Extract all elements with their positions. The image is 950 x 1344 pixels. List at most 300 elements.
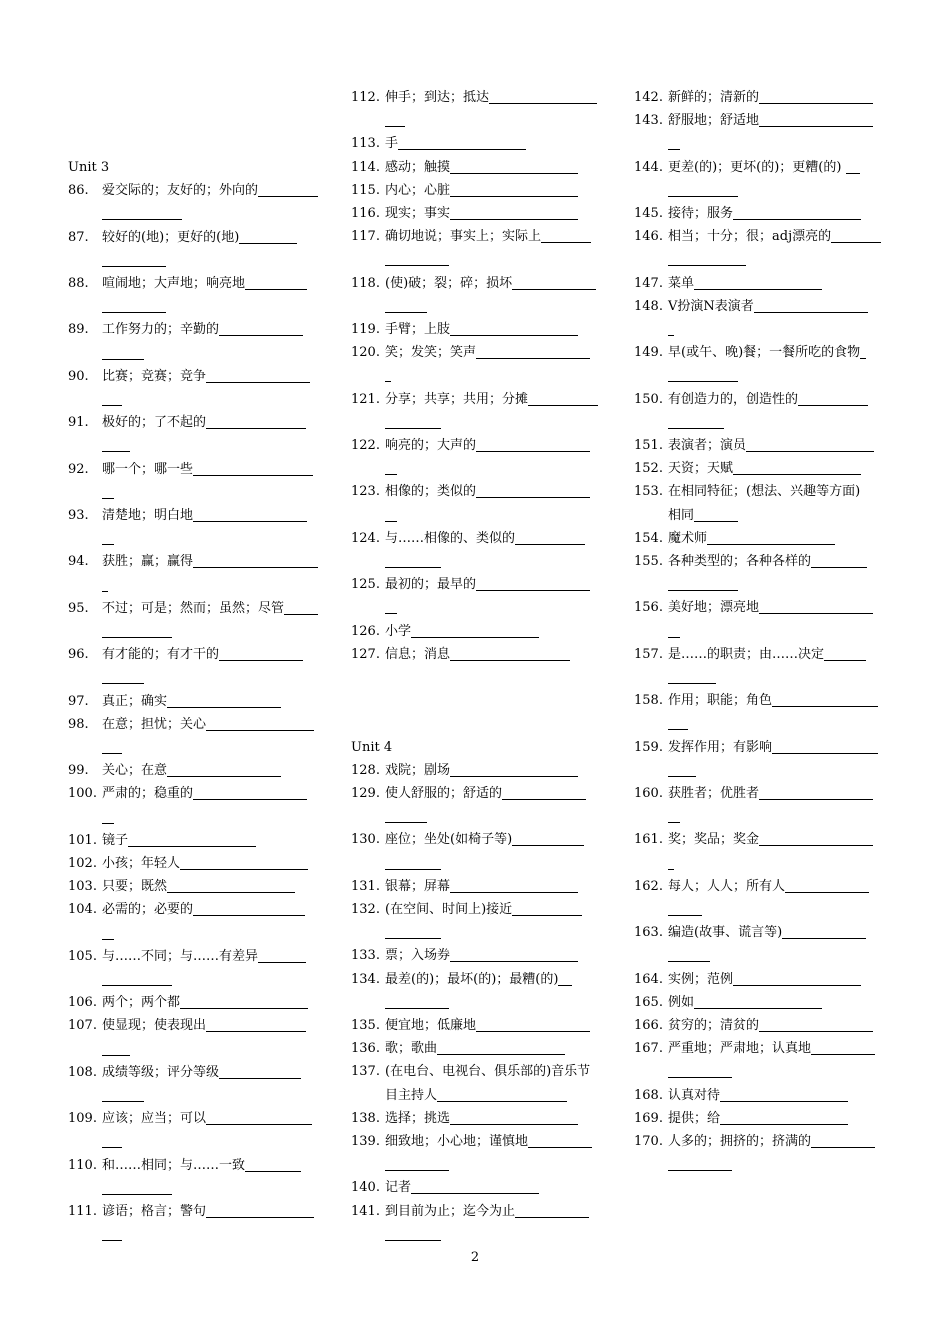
item-meaning-continued: [385, 457, 397, 480]
vocab-item: [634, 921, 884, 944]
answer-blank[interactable]: [759, 89, 873, 104]
item-meaning: [102, 782, 307, 805]
vocab-item: [68, 458, 318, 481]
answer-blank[interactable]: [860, 344, 866, 359]
meaning-text: 获胜；赢；赢得: [102, 554, 194, 570]
item-meaning: [668, 643, 866, 666]
vocab-item: [351, 759, 601, 782]
answer-blank[interactable]: [385, 112, 405, 127]
answer-blank[interactable]: [733, 971, 861, 986]
answer-blank[interactable]: [167, 878, 295, 893]
answer-blank[interactable]: [512, 275, 596, 290]
item-meaning: [668, 991, 822, 1014]
answer-blank[interactable]: [450, 947, 578, 962]
item-meaning: [668, 109, 873, 132]
answer-blank[interactable]: [206, 1017, 306, 1032]
item-meaning: [385, 434, 590, 457]
vocab-item-continued: [351, 991, 601, 1014]
item-meaning: [385, 1037, 565, 1060]
vocab-item-continued: [634, 411, 884, 434]
answer-blank[interactable]: [668, 947, 710, 962]
answer-blank[interactable]: [206, 1203, 314, 1218]
answer-blank[interactable]: [258, 948, 306, 963]
answer-blank[interactable]: [668, 762, 696, 777]
item-meaning-continued: [668, 411, 724, 434]
vocab-item-continued: [351, 364, 601, 387]
meaning-text: 严重地；严肃地；认真地: [668, 1041, 812, 1057]
answer-blank[interactable]: [668, 715, 688, 730]
answer-blank[interactable]: [512, 901, 582, 916]
item-number: 103.: [68, 879, 97, 895]
vocab-item: [351, 1130, 601, 1153]
item-number: 132.: [351, 902, 380, 917]
item-number: 134.: [351, 971, 380, 987]
answer-blank[interactable]: [398, 135, 526, 150]
item-number: 127.: [351, 646, 380, 662]
vocab-item: [68, 504, 318, 527]
vocab-item: [351, 643, 601, 666]
item-meaning-continued: [668, 248, 746, 271]
item-number: 159.: [634, 739, 663, 755]
answer-blank[interactable]: [167, 762, 281, 777]
vocab-item: [351, 1107, 601, 1130]
meaning-text: 手臂；上肢: [385, 322, 451, 337]
answer-blank[interactable]: [102, 1041, 130, 1056]
vocab-item-continued: [68, 388, 318, 411]
answer-blank[interactable]: [489, 89, 597, 104]
item-meaning-continued: [102, 968, 172, 991]
answer-blank[interactable]: [694, 507, 738, 522]
answer-blank[interactable]: [759, 1017, 873, 1032]
answer-blank[interactable]: [515, 530, 585, 545]
vocab-item: [68, 1200, 318, 1223]
meaning-text-continued: 目主持人: [385, 1087, 438, 1103]
answer-blank[interactable]: [411, 623, 539, 638]
item-meaning: [668, 225, 881, 248]
answer-blank[interactable]: [512, 831, 584, 846]
item-meaning-continued: [385, 248, 449, 271]
item-meaning-continued: [102, 202, 182, 225]
answer-blank[interactable]: [385, 924, 441, 939]
answer-blank[interactable]: [167, 693, 281, 708]
answer-blank[interactable]: [450, 205, 578, 220]
answer-blank[interactable]: [193, 785, 307, 800]
vocab-item: [351, 341, 601, 364]
item-meaning: [102, 643, 303, 666]
vocab-item-continued: [68, 574, 318, 597]
answer-blank[interactable]: [193, 901, 305, 916]
meaning-text-continued: 相同: [668, 507, 695, 523]
answer-blank[interactable]: [102, 391, 122, 406]
meaning-text: 响亮的；大声的: [385, 438, 477, 453]
vocab-item: [634, 109, 884, 132]
answer-blank[interactable]: [746, 437, 874, 452]
item-number: 89.: [68, 322, 89, 338]
meaning-text: 确切地说；事实上；实际上: [385, 229, 542, 245]
answer-blank[interactable]: [385, 599, 397, 614]
meaning-text: 信息；消息: [385, 646, 451, 662]
answer-blank[interactable]: [102, 437, 130, 452]
answer-blank[interactable]: [754, 298, 868, 313]
answer-blank[interactable]: [385, 1156, 449, 1171]
vocab-item-continued: [68, 249, 318, 272]
vocab-item: [68, 643, 318, 666]
answer-blank[interactable]: [193, 553, 318, 568]
answer-blank[interactable]: [811, 553, 867, 568]
meaning-text: 谚语；格言；警句: [102, 1204, 207, 1219]
unit-heading: Unit 3: [68, 160, 110, 175]
vocab-item-continued: [634, 504, 884, 527]
answer-blank[interactable]: [668, 901, 702, 916]
answer-blank[interactable]: [782, 924, 866, 939]
vocab-item: [634, 1130, 884, 1153]
meaning-text: 成绩等级；评分等级: [102, 1064, 220, 1080]
vocab-item: [68, 1061, 318, 1084]
answer-blank[interactable]: [528, 391, 598, 406]
answer-blank[interactable]: [476, 437, 590, 452]
meaning-text: 奖；奖品；奖金: [668, 832, 760, 848]
answer-blank[interactable]: [476, 1017, 590, 1032]
answer-blank[interactable]: [668, 576, 738, 591]
item-meaning-continued: [385, 411, 441, 434]
answer-blank[interactable]: [759, 112, 873, 127]
meaning-text: 接待；服务: [668, 206, 734, 221]
vocab-item-continued: [351, 1084, 601, 1107]
meaning-text: 编造(故事、谎言等): [668, 925, 783, 941]
answer-blank[interactable]: [102, 1180, 172, 1195]
answer-blank[interactable]: [102, 1133, 122, 1148]
answer-blank[interactable]: [668, 1063, 732, 1078]
vocab-item: [351, 875, 601, 898]
vocab-item: [634, 1084, 884, 1107]
answer-blank[interactable]: [102, 925, 114, 940]
vocab-item: [351, 1060, 601, 1083]
vocab-item: [351, 86, 601, 109]
item-meaning: [102, 550, 318, 573]
item-meaning: [385, 944, 578, 967]
answer-blank[interactable]: [102, 530, 114, 545]
answer-blank[interactable]: [668, 367, 738, 382]
answer-blank[interactable]: [668, 251, 746, 266]
vocab-item: [68, 550, 318, 573]
answer-blank[interactable]: [385, 1226, 441, 1241]
answer-blank[interactable]: [515, 1203, 589, 1218]
answer-blank[interactable]: [102, 739, 122, 754]
answer-blank[interactable]: [102, 623, 172, 638]
answer-blank[interactable]: [785, 878, 869, 893]
answer-blank[interactable]: [437, 1040, 565, 1055]
answer-blank[interactable]: [239, 229, 297, 244]
vocab-item: [68, 690, 318, 713]
answer-blank[interactable]: [759, 831, 873, 846]
item-number: 155.: [634, 554, 663, 569]
answer-blank[interactable]: [831, 228, 881, 243]
answer-blank[interactable]: [102, 577, 108, 592]
item-number: 106.: [68, 995, 97, 1011]
answer-blank[interactable]: [206, 414, 306, 429]
item-meaning-continued: [102, 806, 114, 829]
item-number: 113.: [351, 136, 380, 152]
answer-blank[interactable]: [668, 669, 716, 684]
answer-blank[interactable]: [102, 345, 144, 360]
meaning-text: 分享；共享；共用；分摊: [385, 391, 529, 407]
item-number: 112.: [351, 90, 380, 105]
answer-blank[interactable]: [668, 135, 680, 150]
meaning-text: 镜子: [102, 832, 129, 848]
answer-blank[interactable]: [694, 994, 822, 1009]
item-meaning: [668, 1084, 848, 1107]
answer-blank[interactable]: [798, 391, 868, 406]
item-number: 118.: [351, 275, 380, 291]
answer-blank[interactable]: [720, 1110, 848, 1125]
item-number: 149.: [634, 345, 663, 361]
vocab-item-continued: [634, 179, 884, 202]
item-meaning-continued: [385, 991, 449, 1014]
item-number: 93.: [68, 508, 89, 523]
vocab-item-continued: [68, 1223, 318, 1246]
answer-blank[interactable]: [219, 1064, 301, 1079]
item-meaning: [385, 527, 585, 550]
vocab-item-continued: [634, 318, 884, 341]
vocab-item: [68, 898, 318, 921]
vocab-item-continued: [68, 666, 318, 689]
answer-blank[interactable]: [102, 205, 182, 220]
meaning-text: 天资；天赋: [668, 461, 734, 477]
item-meaning-continued: [385, 1153, 449, 1176]
item-meaning: [668, 272, 822, 295]
item-meaning-continued: [668, 179, 738, 202]
item-number: 154.: [634, 530, 663, 546]
answer-blank[interactable]: [668, 321, 674, 336]
answer-blank[interactable]: [102, 1226, 122, 1241]
vocab-item-continued: [68, 968, 318, 991]
answer-blank[interactable]: [558, 971, 572, 986]
answer-blank[interactable]: [128, 832, 256, 847]
answer-blank[interactable]: [102, 484, 114, 499]
answer-blank[interactable]: [219, 646, 303, 661]
item-number: 92.: [68, 461, 89, 477]
answer-blank[interactable]: [476, 483, 590, 498]
answer-blank[interactable]: [450, 182, 578, 197]
vocab-item: [634, 1107, 884, 1130]
item-number: 95.: [68, 600, 89, 616]
vocab-item: [634, 156, 884, 179]
vocab-item: [634, 1037, 884, 1060]
item-meaning: [668, 828, 873, 851]
answer-blank[interactable]: [824, 646, 866, 661]
item-number: 162.: [634, 878, 663, 894]
vocab-item: [68, 597, 318, 620]
item-meaning: [668, 341, 866, 364]
answer-blank[interactable]: [476, 576, 590, 591]
answer-blank[interactable]: [219, 321, 303, 336]
answer-blank[interactable]: [180, 855, 308, 870]
item-meaning: [102, 365, 310, 388]
answer-blank[interactable]: [385, 414, 441, 429]
meaning-text: 只要；既然: [102, 879, 168, 895]
answer-blank[interactable]: [206, 716, 314, 731]
answer-blank[interactable]: [385, 367, 391, 382]
answer-blank[interactable]: [707, 530, 835, 545]
answer-blank[interactable]: [385, 808, 427, 823]
item-meaning: [102, 1154, 301, 1177]
item-meaning: [385, 643, 570, 666]
answer-blank[interactable]: [385, 298, 427, 313]
meaning-text: 现实；事实: [385, 206, 451, 221]
vocab-item-continued: [634, 898, 884, 921]
item-meaning-continued: [668, 712, 688, 735]
item-meaning: [385, 620, 539, 643]
answer-blank[interactable]: [668, 623, 680, 638]
answer-blank[interactable]: [385, 460, 397, 475]
answer-blank[interactable]: [694, 275, 822, 290]
vocab-item: [351, 480, 601, 503]
answer-blank[interactable]: [206, 368, 310, 383]
answer-blank[interactable]: [258, 182, 318, 197]
vocab-item: [68, 782, 318, 805]
answer-blank[interactable]: [450, 321, 578, 336]
item-number: 138.: [351, 1110, 380, 1126]
item-meaning: [668, 736, 878, 759]
item-number: 129.: [351, 786, 380, 801]
item-meaning-continued: [102, 620, 172, 643]
item-number: 165.: [634, 994, 663, 1010]
meaning-text: 例如: [668, 994, 695, 1010]
vocab-item-continued: [351, 411, 601, 434]
item-meaning-continued: [102, 527, 114, 550]
answer-blank[interactable]: [450, 878, 578, 893]
answer-blank[interactable]: [811, 1040, 875, 1055]
vocab-item: [634, 527, 884, 550]
vocab-item: [351, 782, 601, 805]
answer-blank[interactable]: [437, 1087, 567, 1102]
item-number: 141.: [351, 1203, 380, 1219]
meaning-text: 各种类型的；各种各样的: [668, 554, 812, 569]
answer-blank[interactable]: [102, 971, 172, 986]
item-meaning: [385, 86, 597, 109]
answer-blank[interactable]: [772, 692, 878, 707]
item-meaning-continued: [102, 342, 144, 365]
item-number: 101.: [68, 832, 97, 848]
item-meaning-continued: [102, 574, 108, 597]
answer-blank[interactable]: [528, 1133, 592, 1148]
answer-blank[interactable]: [385, 994, 449, 1009]
answer-blank[interactable]: [668, 855, 674, 870]
answer-blank[interactable]: [206, 1110, 312, 1125]
answer-blank[interactable]: [811, 1133, 875, 1148]
answer-blank[interactable]: [450, 159, 578, 174]
answer-blank[interactable]: [284, 600, 318, 615]
item-number: 117.: [351, 229, 380, 245]
item-number: 107.: [68, 1018, 97, 1034]
item-meaning: [668, 596, 873, 619]
item-meaning: [102, 1061, 301, 1084]
meaning-text: (在电台、电视台、俱乐部的)音乐节: [385, 1064, 591, 1080]
answer-blank[interactable]: [102, 298, 166, 313]
answer-blank[interactable]: [102, 669, 144, 684]
vocab-item-continued: [351, 596, 601, 619]
answer-blank[interactable]: [450, 762, 578, 777]
answer-blank[interactable]: [733, 460, 861, 475]
meaning-text: 喧闹地；大声地；响亮地: [102, 276, 246, 291]
meaning-text: 表演者；演员: [668, 438, 747, 453]
answer-blank[interactable]: [502, 785, 586, 800]
answer-blank[interactable]: [411, 1179, 539, 1194]
answer-blank[interactable]: [733, 205, 861, 220]
answer-blank[interactable]: [245, 275, 307, 290]
item-meaning-continued: [385, 921, 441, 944]
item-number: 135.: [351, 1018, 380, 1033]
item-number: 151.: [634, 438, 663, 453]
meaning-text: 伸手；到达；抵达: [385, 90, 490, 105]
vocab-item-continued: [634, 805, 884, 828]
answer-blank[interactable]: [541, 228, 591, 243]
item-number: 125.: [351, 577, 380, 593]
item-number: 108.: [68, 1064, 97, 1080]
item-number: 137.: [351, 1064, 380, 1080]
vocab-item: [634, 782, 884, 805]
answer-blank[interactable]: [668, 182, 738, 197]
answer-blank[interactable]: [102, 252, 166, 267]
answer-blank[interactable]: [193, 507, 307, 522]
answer-blank[interactable]: [385, 507, 397, 522]
answer-blank[interactable]: [759, 599, 873, 614]
item-number: 88.: [68, 276, 89, 291]
meaning-text: 应该；应当；可以: [102, 1111, 207, 1127]
item-number: 96.: [68, 647, 89, 663]
answer-blank[interactable]: [450, 646, 570, 661]
vocab-item: [351, 1014, 601, 1037]
answer-blank[interactable]: [450, 1110, 578, 1125]
item-number: 128.: [351, 762, 380, 778]
answer-blank[interactable]: [759, 785, 873, 800]
meaning-text: 在意；担忧；关心: [102, 716, 207, 732]
answer-blank[interactable]: [385, 855, 441, 870]
answer-blank[interactable]: [720, 1087, 848, 1102]
vocab-item: [68, 272, 318, 295]
answer-blank[interactable]: [668, 808, 680, 823]
answer-blank[interactable]: [180, 994, 308, 1009]
answer-blank[interactable]: [668, 414, 724, 429]
answer-blank[interactable]: [846, 159, 860, 174]
vocab-item-continued: [351, 457, 601, 480]
answer-blank[interactable]: [245, 1157, 301, 1172]
answer-blank[interactable]: [102, 809, 114, 824]
answer-blank[interactable]: [193, 461, 313, 476]
answer-blank[interactable]: [668, 1156, 732, 1171]
meaning-text: 小孩；年轻人: [102, 856, 181, 871]
answer-blank[interactable]: [385, 251, 449, 266]
vocab-item-continued: [68, 736, 318, 759]
vocab-item: [351, 1037, 601, 1060]
meaning-text: 关心；在意: [102, 763, 168, 779]
item-number: 142.: [634, 90, 663, 105]
item-meaning: [668, 1107, 848, 1130]
answer-blank[interactable]: [102, 1087, 144, 1102]
item-meaning-continued: [102, 922, 114, 945]
vocab-item: [634, 643, 884, 666]
answer-blank[interactable]: [476, 344, 590, 359]
answer-blank[interactable]: [385, 553, 441, 568]
item-meaning: [385, 202, 578, 225]
item-number: 94.: [68, 554, 89, 570]
vocab-item-continued: [68, 806, 318, 829]
answer-blank[interactable]: [772, 739, 878, 754]
item-meaning: [385, 573, 590, 596]
item-meaning: [102, 318, 303, 341]
item-number: 163.: [634, 925, 663, 941]
item-meaning-continued: [102, 1038, 130, 1061]
